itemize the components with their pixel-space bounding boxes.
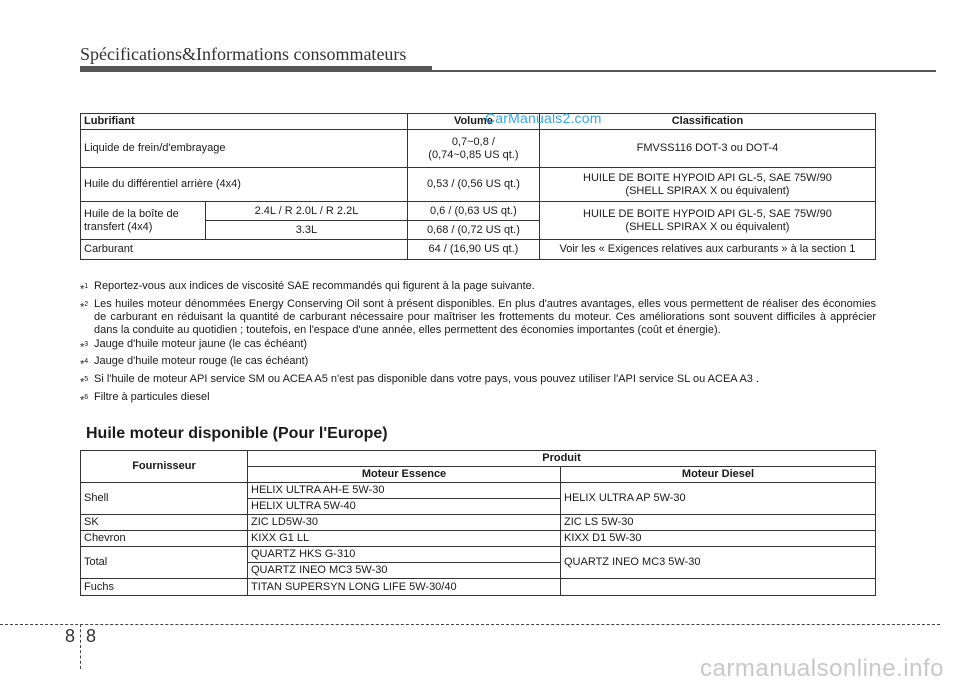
fuchs-gasoline: TITAN SUPERSYN LONG LIFE 5W-30/40 <box>248 579 561 596</box>
footnote-mark: *$^4$ <box>80 358 89 371</box>
footnote-text: Si l'huile de moteur API service SM ou ACEA A5 n'est pas disponible dans votre pays, vous pouvez utiliser l'API service SL ou ACEA A3 . <box>94 372 760 385</box>
header-volume: Volume <box>407 114 539 130</box>
header-rule <box>80 70 936 72</box>
total-gasoline-1: QUARTZ HKS G-310 <box>248 547 561 563</box>
footnote-mark: *$^6$ <box>80 393 89 407</box>
row-transfer-engine1: 2.4L / R 2.0L / R 2.2L <box>206 202 408 221</box>
oil-table-header <box>81 451 876 467</box>
table-row <box>81 483 876 499</box>
row-fuel-volume: 64 / (16,90 US qt.) <box>407 240 539 260</box>
shell-diesel: HELIX ULTRA AP 5W-30 <box>561 483 876 515</box>
watermark-carmanuals: CarManuals2.com <box>485 110 602 126</box>
row-diff-class-line2: (SHELL SPIRAX X ou équivalent) <box>625 184 790 197</box>
header-gasoline: Moteur Essence <box>248 467 561 483</box>
row-brake-volume-line1: 0,7~0,8 / <box>451 135 495 148</box>
footnote-mark: *$^3$ <box>80 340 89 354</box>
supplier-shell: Shell <box>81 483 248 515</box>
footnote-text: Jauge d'huile moteur rouge (le cas échéant) <box>94 355 309 368</box>
table-row <box>81 579 876 596</box>
table-row <box>81 240 876 260</box>
table-row <box>81 168 876 202</box>
section-title: Huile moteur disponible (Pour l'Europe) <box>86 425 388 442</box>
page-number-chapter: 8 <box>65 626 76 646</box>
table-row <box>81 202 876 221</box>
footnote-3 <box>80 338 876 355</box>
engine-oil-table <box>80 450 876 596</box>
total-gasoline-2: QUARTZ INEO MC3 5W-30 <box>248 563 561 579</box>
footnote-text: Filtre à particules diesel <box>94 390 210 403</box>
shell-gasoline-2: HELIX ULTRA 5W-40 <box>248 499 561 515</box>
row-transfer-engine2: 3.3L <box>206 221 408 240</box>
row-diff-class-line1: HUILE DE BOITE HYPOID API GL-5, SAE 75W/90 <box>583 171 832 184</box>
site-watermark: carmanualsonline.info <box>700 655 944 682</box>
chevron-gasoline: KIXX G1 LL <box>248 531 561 547</box>
supplier-sk: SK <box>81 515 248 531</box>
footnote-2 <box>80 298 876 337</box>
footnote-1 <box>80 280 876 297</box>
row-brake-name: Liquide de frein/d'embrayage <box>81 130 408 168</box>
total-diesel: QUARTZ INEO MC3 5W-30 <box>561 547 876 579</box>
lubricant-table-header <box>81 114 876 130</box>
row-brake-volume <box>407 130 539 168</box>
row-fuel-name: Carburant <box>81 240 408 260</box>
footnote-text: Les huiles moteur dénommées Energy Conserving Oil sont à présent disponibles. En plus d'autres avantages, elles vous permettent de réaliser des économies de carburant en réduisant la quantité de carburant nécessaire pour maîtriser les frottements du moteur. Ces améliorations sont souvent difficiles à apprécier dans la conduite au quotidien ; toutefois, en l'espace d'une année, elles permettent des économies importantes (coût et énergie). <box>94 297 876 336</box>
footnote-mark: *$^1$ <box>80 283 89 296</box>
supplier-total: Total <box>81 547 248 579</box>
supplier-chevron: Chevron <box>81 531 248 547</box>
footer-dashed-rule <box>0 624 940 625</box>
shell-gasoline-1: HELIX ULTRA AH-E 5W-30 <box>248 483 561 499</box>
supplier-fuchs: Fuchs <box>81 579 248 596</box>
chevron-diesel: KIXX D1 5W-30 <box>561 531 876 547</box>
footnote-text: Reportez-vous aux indices de viscosité SAE recommandés qui figurent à la page suivante. <box>94 280 535 292</box>
table-row <box>81 547 876 563</box>
header-diesel: Moteur Diesel <box>561 467 876 483</box>
row-transfer-name: Huile de la boîte de transfert (4x4) <box>81 202 206 240</box>
row-transfer-volume1: 0,6 / (0,63 US qt.) <box>407 202 539 221</box>
row-transfer-class-line1: HUILE DE BOITE HYPOID API GL-5, SAE 75W/90 <box>583 207 832 220</box>
table-row <box>81 130 876 168</box>
row-transfer-class <box>539 202 875 240</box>
footer-dashed-divider <box>80 624 81 669</box>
lubricant-table <box>80 113 876 260</box>
page-number: 8 <box>86 626 97 646</box>
fuchs-diesel <box>561 579 876 596</box>
row-diff-name: Huile du différentiel arrière (4x4) <box>81 168 408 202</box>
sk-gasoline: ZIC LD5W-30 <box>248 515 561 531</box>
footnote-6 <box>80 391 876 408</box>
header-lubricant: Lubrifiant <box>81 114 408 130</box>
header-classification: Classification <box>539 114 875 130</box>
header-product: Produit <box>248 451 876 467</box>
footnote-text: Jauge d'huile moteur jaune (le cas échéant) <box>94 337 308 350</box>
header-supplier: Fournisseur <box>81 451 248 483</box>
sk-diesel: ZIC LS 5W-30 <box>561 515 876 531</box>
footnote-mark: *$^5$ <box>80 375 89 389</box>
table-row <box>81 531 876 547</box>
row-diff-class <box>539 168 875 202</box>
row-brake-class: FMVSS116 DOT-3 ou DOT-4 <box>539 130 875 168</box>
row-transfer-class-line2: (SHELL SPIRAX X ou équivalent) <box>625 220 790 233</box>
row-diff-volume: 0,53 / (0,56 US qt.) <box>407 168 539 202</box>
footnote-4 <box>80 355 876 372</box>
footnote-5 <box>80 373 876 390</box>
row-brake-volume-line2: (0,74~0,85 US qt.) <box>428 148 519 161</box>
row-fuel-class: Voir les « Exigences relatives aux carburants » à la section 1 <box>539 240 875 260</box>
row-transfer-volume2: 0,68 / (0,72 US qt.) <box>407 221 539 240</box>
page-header-title: Spécifications&Informations consommateurs <box>80 44 407 64</box>
footnote-mark: *$^2$ <box>80 300 89 314</box>
table-row <box>81 515 876 531</box>
footnotes <box>80 280 876 408</box>
